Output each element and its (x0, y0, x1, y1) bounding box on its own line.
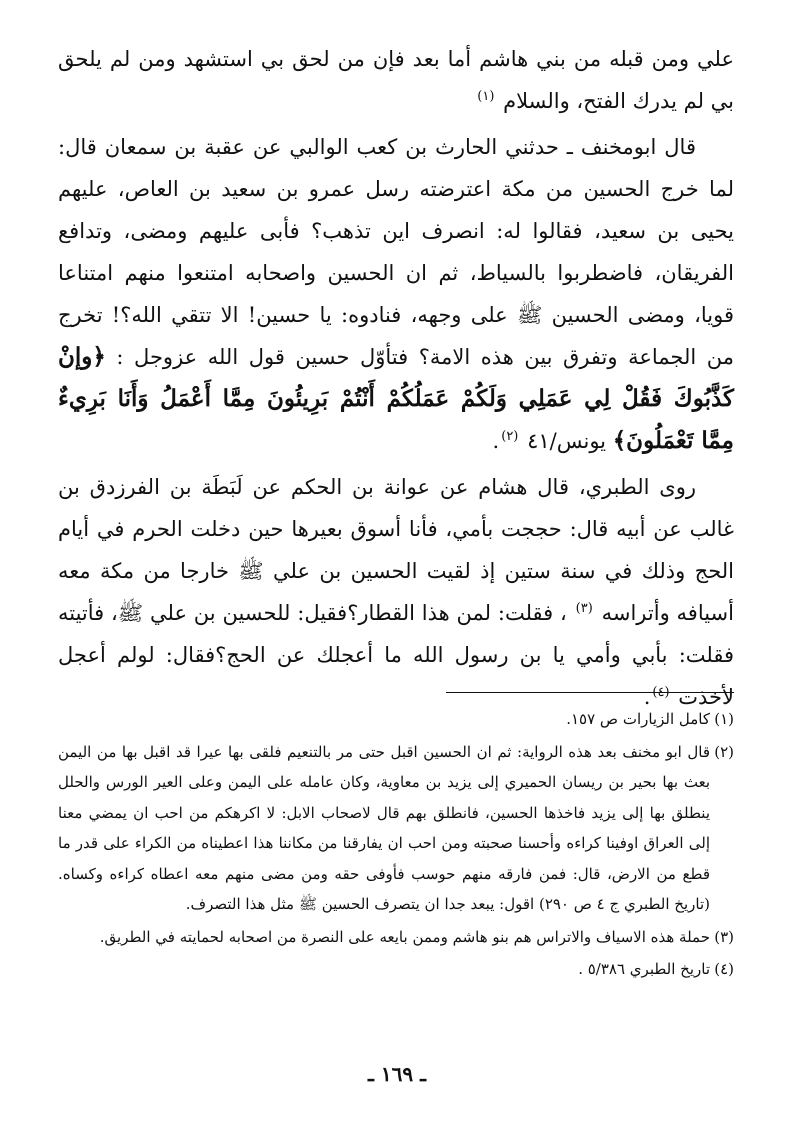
footnote-mark-2: (٢) (501, 429, 519, 444)
page-number: ـ ١٦٩ ـ (368, 1062, 426, 1086)
paragraph-3-text-a: روى الطبري، قال هشام عن عوانة بن الحكم عن لَبَطَة بن الفرزدق بن غالب عن أبيه قال: حججت بأمي، فأنا أسوق بعيرها حين دخلت الحرم في أيام الحج وذلك في سنة ستين إذ لقيت الحسين بن علي ﷺ خارجا من مكة معه أسيافه وأتراسه (58, 475, 734, 625)
footnote-text: تاريخ الطبري ٥/٣٨٦ . (578, 960, 710, 978)
footnote-separator (446, 692, 734, 693)
footnote-1 (58, 704, 734, 735)
footnotes-section (58, 704, 734, 987)
quran-verse: ﴿وإنْ كَذَّبُوكَ فَقُلْ لِي عَمَلِي وَلَكُمْ عَمَلُكُمْ أَنْتُمْ بَرِيئُونَ مِمَّا أَعْمَلُ وَأَنَا بَرِيءٌ مِمَّا تَعْمَلُونَ﴾ (58, 343, 734, 454)
footnote-2 (58, 737, 734, 920)
paragraph-3: روى الطبري، قال هشام عن عوانة بن الحكم عن لَبَطَة بن الفرزدق بن غالب عن أبيه قال: حججت بأمي، فأنا أسوق بعيرها حين دخلت الحرم في أيام الحج وذلك في سنة ستين إذ لقيت الحسين بن علي ﷺ خارجا من مكة معه أسيافه وأتراسه $^{(٣)}$ ، فقلت: لمن هذا القطار؟فقيل: للحسين بن علي ﷺ، فأتيته فقلت: بأبي وأمي يا بن رسول الله ما أعجلك عن الحج؟فقال: لولم أعجل لأخذت $^{(٤)}$. (58, 475, 734, 709)
footnote-mark-4: (٤) (652, 685, 670, 700)
footnote-mark-3: (٣) (575, 601, 593, 616)
footnote-mark-1: (١) (477, 89, 495, 104)
footnote-number: (١) (714, 710, 734, 728)
paragraph-2: قال ابومخنف ـ حدثني الحارث بن كعب الوالبي عن عقبة بن سمعان قال: لما خرج الحسين من مكة اعترضته رسل عمرو بن سعيد بن العاص، عليهم يحيى بن سعيد، فقالوا له: انصرف اين تذهب؟ فأبى عليهم ومضى، وتدافع الفريقان، فاضطربوا بالسياط، ثم ان الحسين واصحابه امتنعوا منهم امتناعا قويا، ومضى الحسين ﷺ على وجهه، فنادوه: يا حسين! الا تتقي الله؟! تخرج من الجماعة وتفرق بين هذه الامة؟ فتأوّل حسين قول الله عزوجل : ﴿وإنْ كَذَّبُوكَ فَقُلْ لِي عَمَلِي وَلَكُمْ عَمَلُكُمْ أَنْتُمْ بَرِيئُونَ مِمَّا أَعْمَلُ وَأَنَا بَرِيءٌ مِمَّا تَعْمَلُونَ﴾ يونس/٤١ $^{(٢)}$. (58, 135, 734, 454)
footnote-number: (٤) (714, 960, 734, 978)
main-text (58, 38, 734, 722)
paragraph-1-text: علي ومن قبله من بني هاشم أما بعد فإن من لحق بي استشهد ومن لم يلحق بي لم يدرك الفتح، والسلام (58, 47, 734, 113)
footnote-3 (58, 922, 734, 953)
footnote-4 (58, 954, 734, 985)
footnote-text: قال ابو مخنف بعد هذه الرواية: ثم ان الحسين اقبل حتى مر بالتنعيم فلقى بها عيرا قد اقبل بها من اليمن بعث بها بحير بن ريسان الحميري إلى يزيد بن معاوية، وكان عامله على اليمن وعلى العير الورس والحلل ينطلق بها إلى يزيد فاخذها الحسين، فانطلق بهم قال لاصحاب الابل: لا اكرهكم من احب ان يمضي معنا إلى العراق اوفينا كراءه وأحسنا صحبته ومن احب ان يفارقنا من مكاننا هذا اعطيناه من الكراء على قدر ما قطع من الارض، قال: فمن فارقه منهم حوسب فأوفى حقه ومن مضى منهم معه اعطاه كراءه وكساه. (تاريخ الطبري ج ٤ ص ٢٩٠) اقول: يبعد جدا ان يتصرف الحسين ﷺ مثل هذا التصرف. (58, 742, 710, 913)
paragraph-3-text-b: ، فقلت: لمن هذا القطار؟فقيل: للحسين بن علي ﷺ، فأتيته فقلت: بأبي وأمي يا بن رسول الله ما أعجلك عن الحج؟فقال: لولم أعجل لأخذت (58, 601, 734, 709)
paragraph-2-text: قال ابومخنف ـ حدثني الحارث بن كعب الوالبي عن عقبة بن سمعان قال: لما خرج الحسين من مكة اعترضته رسل عمرو بن سعيد بن العاص، عليهم يحيى بن سعيد، فقالوا له: انصرف اين تذهب؟ فأبى عليهم ومضى، وتدافع الفريقان، فاضطربوا بالسياط، ثم ان الحسين واصحابه امتنعوا منهم امتناعا قويا، ومضى الحسين ﷺ على وجهه، فنادوه: يا حسين! الا تتقي الله؟! تخرج من الجماعة وتفرق بين هذه الامة؟ فتأوّل حسين قول الله عزوجل : (58, 135, 734, 369)
footnote-number: (٢) (714, 742, 734, 761)
footnote-text: حملة هذه الاسياف والاتراس هم بنو هاشم وممن بايعه على النصرة من اصحابه لحمايته في الطريق. (99, 927, 710, 946)
footnote-text: كامل الزيارات ص ١٥٧. (566, 710, 710, 728)
verse-reference: يونس/٤١ (527, 429, 607, 453)
footnote-number: (٣) (714, 927, 734, 946)
paragraph-1 (58, 38, 734, 122)
